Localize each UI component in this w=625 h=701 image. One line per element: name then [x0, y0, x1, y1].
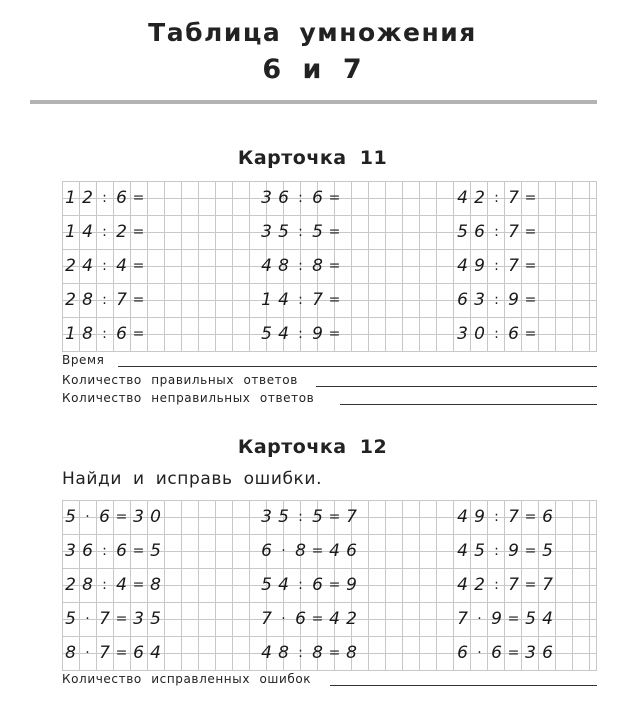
digit: 6 — [116, 541, 127, 561]
digit: 6 — [261, 541, 272, 561]
operator: : — [298, 190, 303, 206]
operator: : — [494, 577, 499, 593]
card-12-instruction: Найди и исправь ошибки. — [62, 469, 323, 489]
digit: 7 — [99, 643, 110, 663]
digit: 4 — [329, 609, 340, 629]
digit: 8 — [82, 575, 93, 595]
digit: 3 — [525, 643, 536, 663]
operator: : — [102, 190, 107, 206]
operator: = — [132, 224, 145, 240]
math-expression — [62, 288, 147, 312]
digit: 8 — [278, 643, 289, 663]
operator: = — [507, 611, 520, 627]
digit: 6 — [508, 324, 519, 344]
operator: = — [115, 509, 128, 525]
digit: 7 — [508, 507, 519, 527]
digit: 9 — [491, 609, 502, 629]
digit: 6 — [312, 575, 323, 595]
operator: = — [115, 611, 128, 627]
operator: : — [494, 292, 499, 308]
digit: 7 — [508, 256, 519, 276]
digit: 5 — [278, 222, 289, 242]
digit: 8 — [82, 290, 93, 310]
digit: 8 — [150, 575, 161, 595]
digit: 5 — [474, 541, 485, 561]
operator: = — [311, 543, 324, 559]
digit: 6 — [116, 324, 127, 344]
digit: 4 — [278, 324, 289, 344]
digit: 5 — [261, 575, 272, 595]
math-expression — [454, 288, 539, 312]
incorrect-answers-label: Количество неправильных ответов — [62, 391, 315, 405]
digit: 5 — [65, 609, 76, 629]
operator: = — [524, 577, 537, 593]
digit: 8 — [65, 643, 76, 663]
digit: 4 — [261, 643, 272, 663]
time-answer-line[interactable] — [118, 366, 597, 367]
math-expression — [258, 505, 360, 529]
digit: 5 — [278, 507, 289, 527]
incorrect-answers-line[interactable] — [340, 404, 597, 405]
digit: 5 — [457, 222, 468, 242]
math-expression — [454, 505, 556, 529]
digit: 7 — [312, 290, 323, 310]
operator: = — [507, 645, 520, 661]
digit: 3 — [261, 507, 272, 527]
digit: 6 — [99, 507, 110, 527]
page-title: Таблица умножения — [148, 18, 477, 47]
digit: 9 — [312, 324, 323, 344]
digit: 7 — [508, 575, 519, 595]
digit: 1 — [65, 324, 76, 344]
operator: = — [524, 292, 537, 308]
math-expression — [62, 641, 164, 665]
digit: 3 — [133, 609, 144, 629]
digit: 6 — [457, 290, 468, 310]
digit: 0 — [150, 507, 161, 527]
digit: 5 — [150, 609, 161, 629]
math-expression — [454, 573, 556, 597]
operator: = — [311, 611, 324, 627]
digit: 8 — [295, 541, 306, 561]
fixed-errors-line[interactable] — [330, 685, 597, 686]
time-field-label: Время — [62, 353, 105, 367]
digit: 2 — [65, 575, 76, 595]
operator: : — [494, 224, 499, 240]
math-expression — [258, 607, 360, 631]
operator: = — [328, 645, 341, 661]
digit: 1 — [65, 188, 76, 208]
operator: = — [524, 509, 537, 525]
math-expression — [258, 539, 360, 563]
operator: = — [132, 326, 145, 342]
title-divider — [30, 100, 597, 104]
operator: · — [477, 611, 482, 627]
math-expression — [62, 220, 147, 244]
digit: 4 — [457, 575, 468, 595]
math-expression — [258, 288, 343, 312]
operator: : — [298, 224, 303, 240]
digit: 5 — [312, 507, 323, 527]
digit: 6 — [346, 541, 357, 561]
digit: 8 — [312, 643, 323, 663]
digit: 2 — [65, 290, 76, 310]
operator: · — [85, 645, 90, 661]
operator: = — [328, 509, 341, 525]
digit: 4 — [457, 507, 468, 527]
correct-answers-line[interactable] — [316, 386, 597, 387]
math-expression — [454, 220, 539, 244]
operator: : — [494, 509, 499, 525]
operator: : — [494, 543, 499, 559]
math-expression — [62, 254, 147, 278]
math-expression — [62, 539, 164, 563]
operator: = — [328, 577, 341, 593]
operator: = — [524, 543, 537, 559]
operator: = — [132, 258, 145, 274]
digit: 8 — [346, 643, 357, 663]
operator: = — [115, 645, 128, 661]
digit: 5 — [542, 541, 553, 561]
digit: 3 — [261, 222, 272, 242]
math-expression — [454, 539, 556, 563]
operator: : — [102, 326, 107, 342]
correct-answers-label: Количество правильных ответов — [62, 373, 298, 387]
operator: : — [298, 577, 303, 593]
math-expression — [258, 641, 360, 665]
digit: 4 — [542, 609, 553, 629]
operator: : — [298, 645, 303, 661]
math-expression — [258, 186, 343, 210]
math-expression — [454, 186, 539, 210]
operator: · — [281, 543, 286, 559]
math-expression — [258, 254, 343, 278]
operator: · — [281, 611, 286, 627]
operator: : — [102, 577, 107, 593]
digit: 9 — [474, 507, 485, 527]
digit: 5 — [261, 324, 272, 344]
digit: 4 — [457, 188, 468, 208]
card-11-title: Карточка 11 — [237, 147, 388, 169]
operator: = — [132, 577, 145, 593]
operator: = — [524, 326, 537, 342]
operator: = — [524, 224, 537, 240]
math-expression — [454, 322, 539, 346]
digit: 4 — [457, 256, 468, 276]
digit: 9 — [508, 541, 519, 561]
operator: = — [328, 326, 341, 342]
digit: 6 — [457, 643, 468, 663]
digit: 4 — [82, 256, 93, 276]
digit: 2 — [346, 609, 357, 629]
digit: 6 — [295, 609, 306, 629]
digit: 7 — [116, 290, 127, 310]
operator: : — [102, 224, 107, 240]
operator: : — [298, 509, 303, 525]
digit: 6 — [491, 643, 502, 663]
digit: 0 — [474, 324, 485, 344]
math-expression — [454, 607, 556, 631]
page-subtitle: 6 и 7 — [262, 54, 363, 85]
fixed-errors-label: Количество исправленных ошибок — [62, 672, 312, 686]
digit: 2 — [474, 188, 485, 208]
digit: 7 — [346, 507, 357, 527]
digit: 2 — [474, 575, 485, 595]
digit: 9 — [474, 256, 485, 276]
operator: : — [494, 190, 499, 206]
digit: 2 — [82, 188, 93, 208]
digit: 3 — [133, 507, 144, 527]
digit: 1 — [261, 290, 272, 310]
digit: 4 — [116, 256, 127, 276]
digit: 4 — [278, 575, 289, 595]
digit: 6 — [82, 541, 93, 561]
digit: 9 — [346, 575, 357, 595]
digit: 7 — [508, 222, 519, 242]
digit: 4 — [329, 541, 340, 561]
digit: 2 — [65, 256, 76, 276]
operator: = — [328, 258, 341, 274]
math-expression — [258, 573, 360, 597]
digit: 8 — [278, 256, 289, 276]
operator: = — [328, 292, 341, 308]
card-12-title: Карточка 12 — [237, 436, 388, 458]
operator: = — [524, 190, 537, 206]
digit: 5 — [312, 222, 323, 242]
digit: 5 — [65, 507, 76, 527]
digit: 6 — [133, 643, 144, 663]
operator: : — [298, 292, 303, 308]
digit: 5 — [525, 609, 536, 629]
math-expression — [62, 186, 147, 210]
digit: 7 — [99, 609, 110, 629]
digit: 3 — [261, 188, 272, 208]
card-12-grid — [62, 500, 597, 671]
operator: : — [102, 292, 107, 308]
digit: 6 — [542, 643, 553, 663]
digit: 8 — [82, 324, 93, 344]
operator: = — [328, 190, 341, 206]
digit: 1 — [65, 222, 76, 242]
operator: = — [132, 292, 145, 308]
digit: 2 — [116, 222, 127, 242]
digit: 6 — [312, 188, 323, 208]
operator: = — [524, 258, 537, 274]
digit: 5 — [150, 541, 161, 561]
digit: 4 — [116, 575, 127, 595]
operator: = — [328, 224, 341, 240]
operator: : — [494, 258, 499, 274]
digit: 6 — [542, 507, 553, 527]
math-expression — [62, 322, 147, 346]
math-expression — [454, 254, 539, 278]
digit: 7 — [457, 609, 468, 629]
math-expression — [62, 573, 164, 597]
math-expression — [258, 322, 343, 346]
operator: : — [298, 258, 303, 274]
digit: 9 — [508, 290, 519, 310]
operator: · — [85, 611, 90, 627]
digit: 4 — [82, 222, 93, 242]
math-expression — [258, 220, 343, 244]
digit: 4 — [278, 290, 289, 310]
math-expression — [62, 607, 164, 631]
digit: 8 — [312, 256, 323, 276]
digit: 3 — [457, 324, 468, 344]
digit: 6 — [474, 222, 485, 242]
operator: : — [298, 326, 303, 342]
math-expression — [454, 641, 556, 665]
math-expression — [62, 505, 164, 529]
digit: 7 — [261, 609, 272, 629]
digit: 3 — [65, 541, 76, 561]
digit: 3 — [474, 290, 485, 310]
digit: 4 — [150, 643, 161, 663]
operator: : — [102, 258, 107, 274]
card-11-grid — [62, 181, 597, 352]
digit: 7 — [542, 575, 553, 595]
operator: = — [132, 190, 145, 206]
operator: = — [132, 543, 145, 559]
digit: 6 — [116, 188, 127, 208]
operator: : — [494, 326, 499, 342]
digit: 6 — [278, 188, 289, 208]
operator: · — [85, 509, 90, 525]
operator: : — [102, 543, 107, 559]
digit: 4 — [261, 256, 272, 276]
digit: 7 — [508, 188, 519, 208]
operator: · — [477, 645, 482, 661]
digit: 4 — [457, 541, 468, 561]
